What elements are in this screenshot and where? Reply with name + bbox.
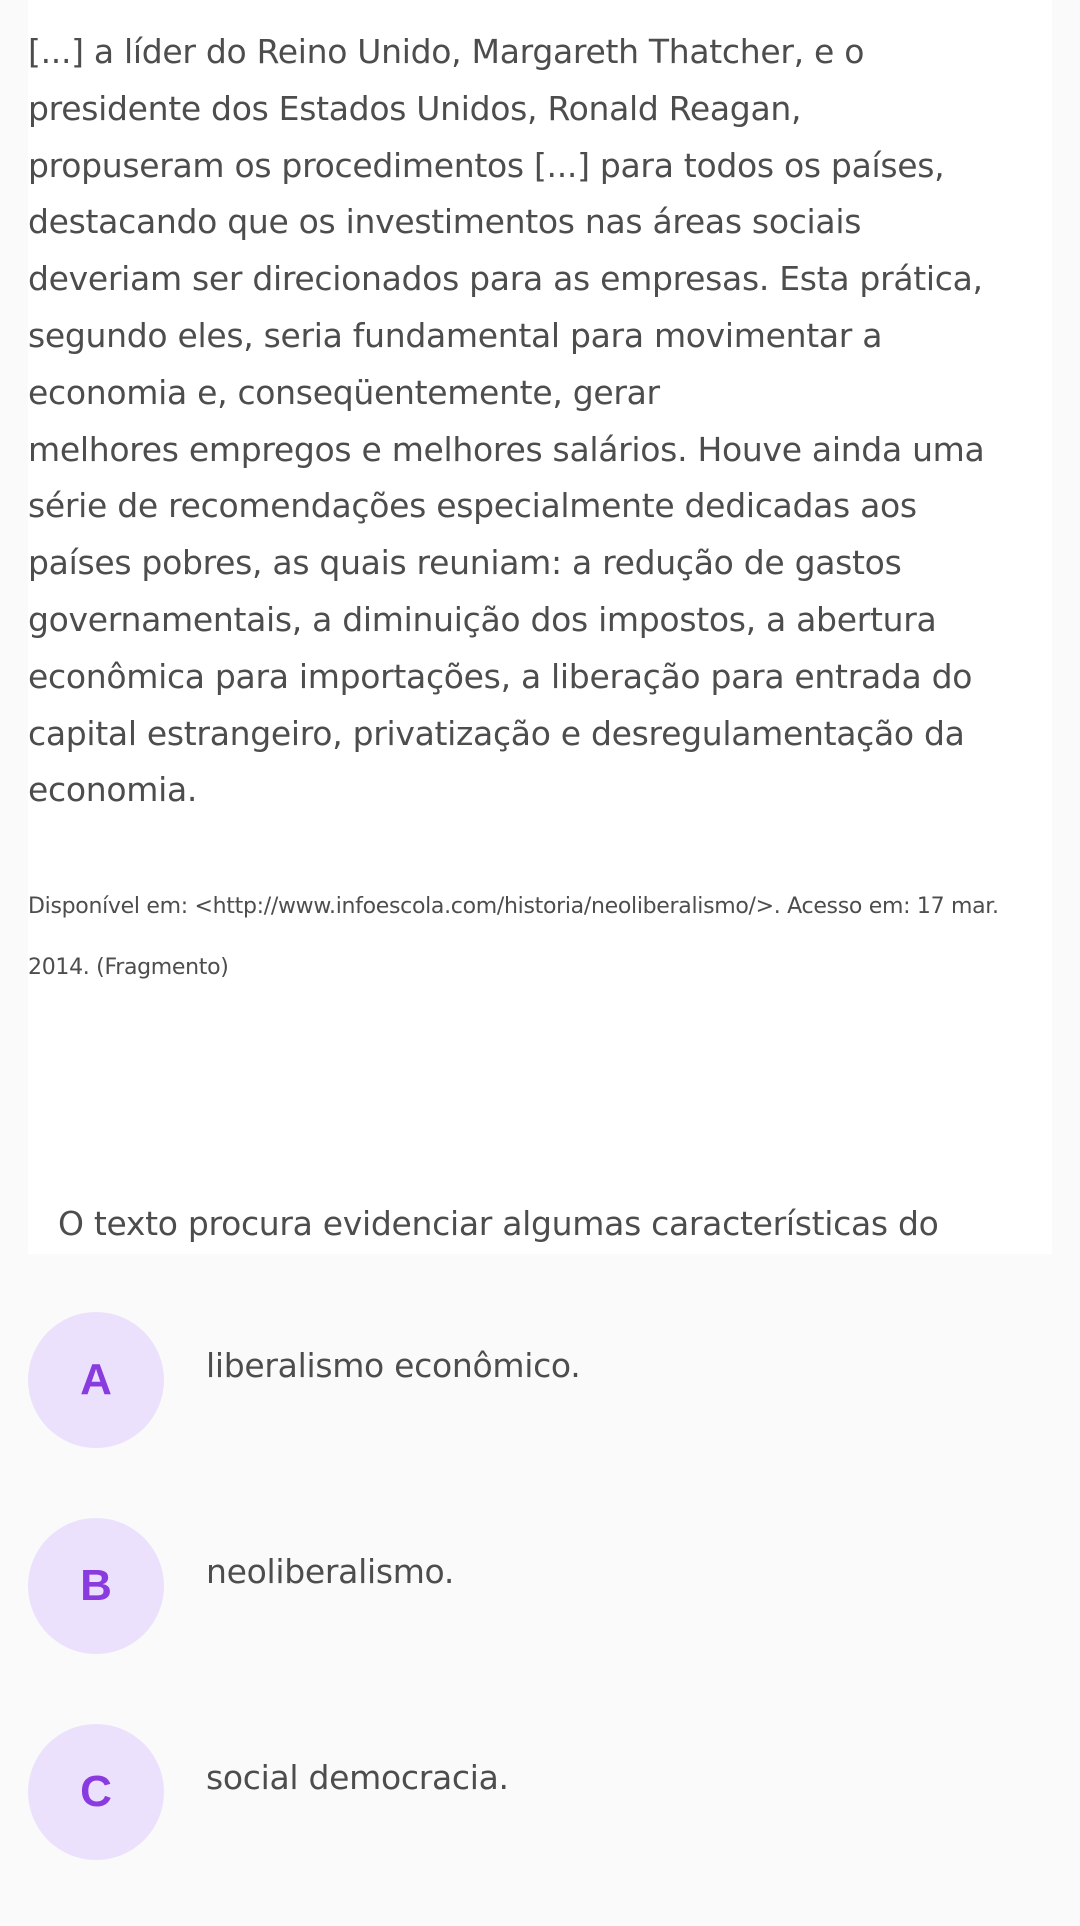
option-c-badge[interactable]: C: [28, 1724, 164, 1860]
option-c[interactable]: [28, 1724, 1052, 1864]
option-b[interactable]: [28, 1518, 1052, 1658]
question-card: [28, 0, 1052, 1254]
option-a-badge[interactable]: A: [28, 1312, 164, 1448]
option-a[interactable]: [28, 1312, 1052, 1452]
question-statement: O texto procura evidenciar algumas características do: [58, 1204, 939, 1243]
option-a-text[interactable]: liberalismo econômico.: [206, 1346, 581, 1385]
option-b-badge[interactable]: B: [28, 1518, 164, 1654]
passage-text: [...] a líder do Reino Unido, Margareth Thatcher, e o presidente dos Estados Unidos, Ronald Reagan, propuseram os procedimentos [...] para todos os países, destacando que os investimentos nas áreas sociais deveriam ser direcionados para as empresas. Esta prática, segundo eles, seria fundamental para movimentar a economia e, conseqüentemente, gerar melhores empregos e melhores salários. Houve ainda uma série de recomendações especialmente dedicadas aos países pobres, as quais reuniam: a redução de gastos governamentais, a diminuição dos impostos, a abertura econômica para importações, a liberação para entrada do capital estrangeiro, privatização e desregulamentação da economia.: [28, 32, 985, 810]
option-c-text[interactable]: social democracia.: [206, 1758, 509, 1797]
option-b-text[interactable]: neoliberalismo.: [206, 1552, 455, 1591]
source-citation: Disponível em: <http://www.infoescola.com/historia/neoliberalismo/>. Acesso em: 17 mar. 2014. (Fragmento): [28, 894, 999, 980]
